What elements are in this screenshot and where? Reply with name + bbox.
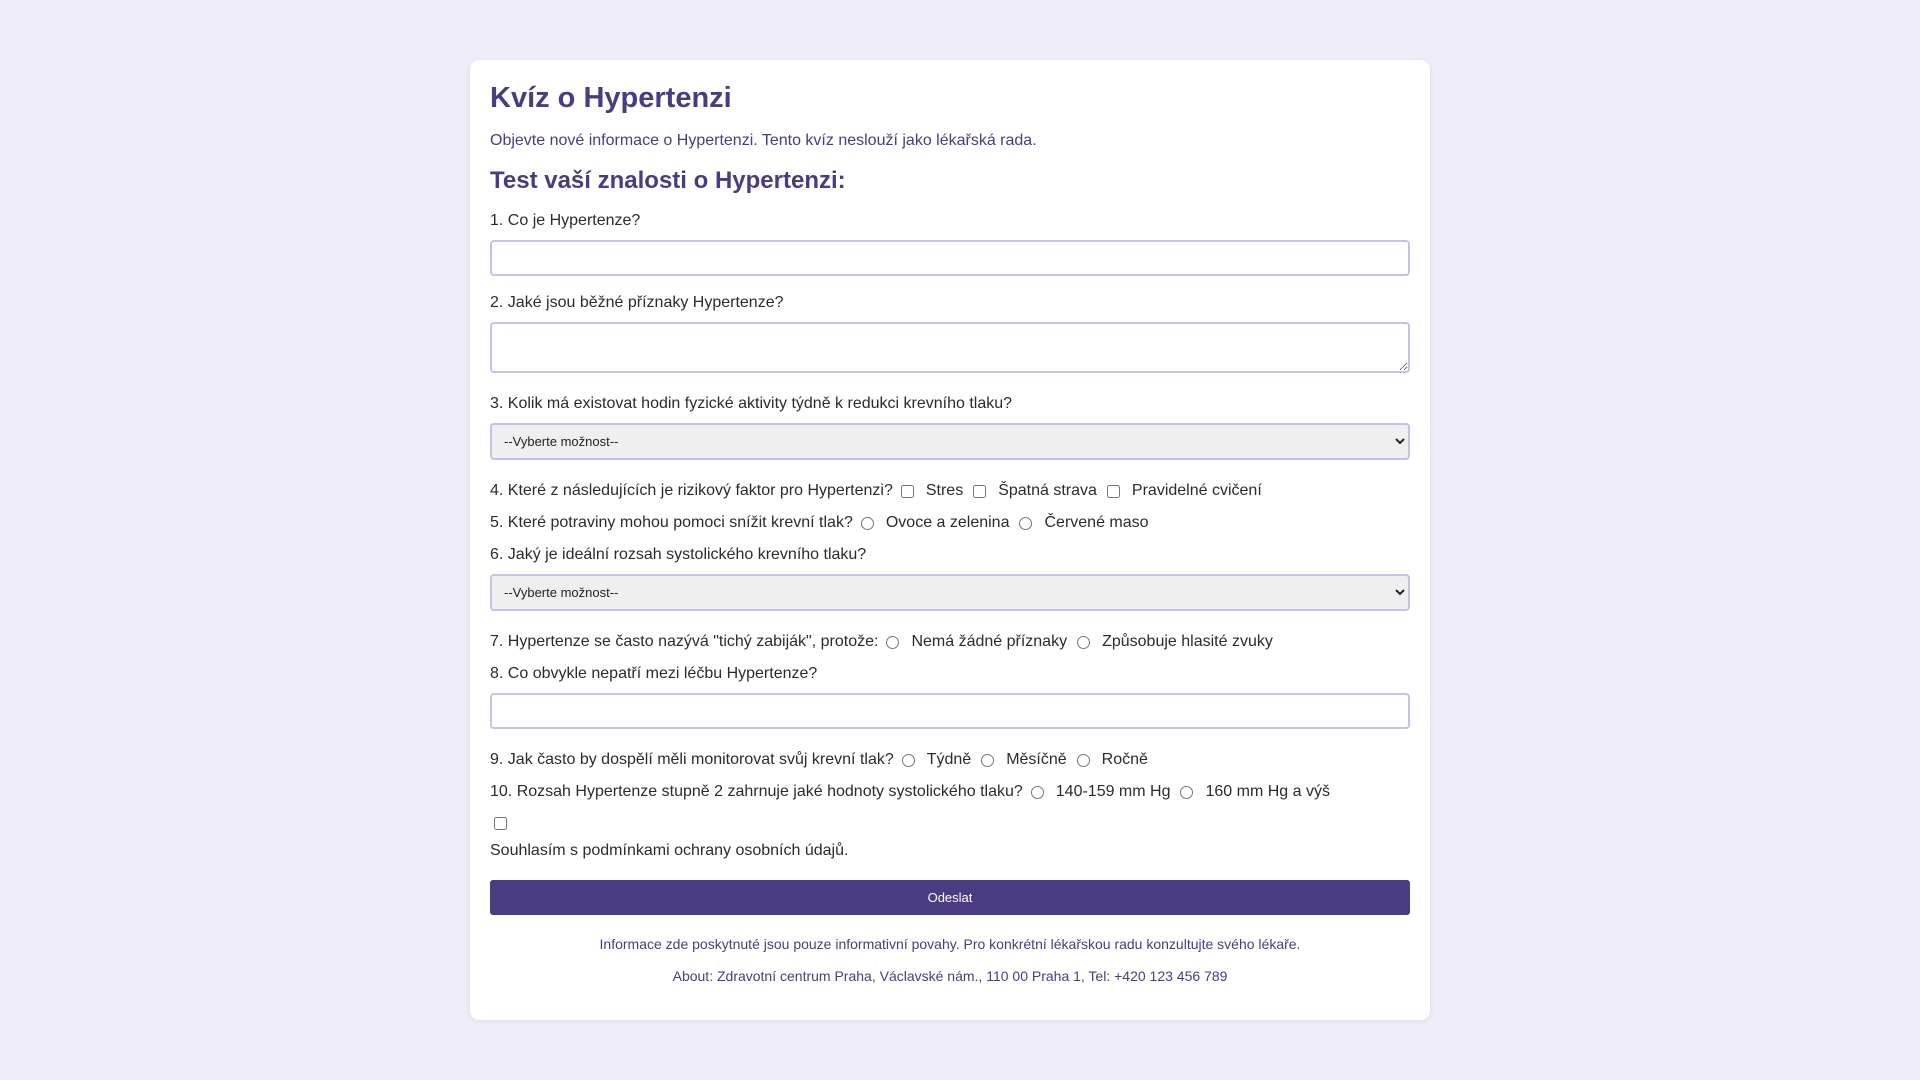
question-10-option-1-label: 140-159 mm Hg <box>1055 783 1171 800</box>
question-6 <box>490 544 1410 611</box>
question-2 <box>490 292 1410 373</box>
question-8 <box>490 663 1410 729</box>
question-9-option-2-label: Měsíčně <box>1006 751 1067 768</box>
question-3-label: 3. Kolik má existovat hodin fyzické aktivity týdně k redukci krevního tlaku? <box>490 395 1013 412</box>
quiz-form <box>490 210 1410 915</box>
question-9 <box>490 749 1410 771</box>
question-3-select[interactable] <box>490 423 1410 460</box>
disclaimer-text: Informace zde poskytnuté jsou pouze informativní povahy. Pro konkrétní lékařskou radu konzultujte svého lékaře. <box>599 936 1301 952</box>
question-10-label: 10. Rozsah Hypertenze stupně 2 zahrnuje jaké hodnoty systolického tlaku? <box>490 783 1023 800</box>
question-9-option-2-radio[interactable] <box>981 754 994 767</box>
question-10 <box>490 781 1410 803</box>
question-4-option-1-label: Stres <box>925 482 964 499</box>
question-4-option-1-checkbox[interactable] <box>901 485 914 498</box>
question-9-option-3-radio[interactable] <box>1077 754 1090 767</box>
about-text: About: Zdravotní centrum Praha, Václavské nám., 110 00 Praha 1, Tel: +420 123 456 789 <box>672 968 1228 984</box>
submit-button[interactable]: Odeslat <box>490 880 1410 915</box>
question-1 <box>490 210 1410 276</box>
question-1-label: 1. Co je Hypertenze? <box>490 212 641 229</box>
question-5-option-2-label: Červené maso <box>1044 514 1149 531</box>
consent-label: Souhlasím s podmínkami ochrany osobních údajů. <box>490 842 849 859</box>
question-7 <box>490 631 1410 653</box>
question-4-option-2-checkbox[interactable] <box>973 485 986 498</box>
section-title: Test vaší znalosti o Hypertenzi: <box>490 167 846 194</box>
question-4-option-3-checkbox[interactable] <box>1107 485 1120 498</box>
question-9-option-3-label: Ročně <box>1101 751 1148 768</box>
question-4-option-3-label: Pravidelné cvičení <box>1131 482 1262 499</box>
question-10-option-2-radio[interactable] <box>1180 786 1193 799</box>
question-2-label: 2. Jaké jsou běžné příznaky Hypertenze? <box>490 294 784 311</box>
question-9-option-1-label: Týdně <box>926 751 972 768</box>
question-7-option-1-label: Nemá žádné příznaky <box>911 633 1068 650</box>
question-5-option-2-radio[interactable] <box>1019 517 1032 530</box>
question-7-label: 7. Hypertenze se často nazývá "tichý zabiják", protože: <box>490 633 879 650</box>
question-6-select[interactable] <box>490 574 1410 611</box>
question-4-label: 4. Které z následujících je rizikový faktor pro Hypertenzi? <box>490 482 893 499</box>
question-5 <box>490 512 1410 534</box>
page-title: Kvíz o Hypertenzi <box>490 82 732 114</box>
consent-checkbox[interactable] <box>494 817 507 830</box>
question-4 <box>490 480 1410 502</box>
quiz-card <box>470 60 1430 1020</box>
question-10-option-2-label: 160 mm Hg a výš <box>1205 783 1330 800</box>
question-1-input[interactable] <box>490 240 1410 276</box>
intro-text: Objevte nové informace o Hypertenzi. Tento kvíz neslouží jako lékařská rada. <box>490 132 1037 149</box>
question-7-option-2-radio[interactable] <box>1077 636 1090 649</box>
question-5-option-1-radio[interactable] <box>861 517 874 530</box>
question-7-option-2-label: Způsobuje hlasité zvuky <box>1102 633 1273 650</box>
question-3 <box>490 393 1410 460</box>
question-9-option-1-radio[interactable] <box>902 754 915 767</box>
question-2-textarea[interactable] <box>490 322 1410 373</box>
question-6-label: 6. Jaký je ideální rozsah systolického krevního tlaku? <box>490 546 867 563</box>
question-7-option-1-radio[interactable] <box>886 636 899 649</box>
question-4-option-2-label: Špatná strava <box>998 482 1097 499</box>
question-8-label: 8. Co obvykle nepatří mezi léčbu Hypertenze? <box>490 665 818 682</box>
question-8-input[interactable] <box>490 693 1410 729</box>
question-10-option-1-radio[interactable] <box>1031 786 1044 799</box>
question-5-option-1-label: Ovoce a zelenina <box>885 514 1010 531</box>
question-5-label: 5. Které potraviny mohou pomoci snížit krevní tlak? <box>490 514 853 531</box>
question-9-label: 9. Jak často by dospělí měli monitorovat svůj krevní tlak? <box>490 751 894 768</box>
